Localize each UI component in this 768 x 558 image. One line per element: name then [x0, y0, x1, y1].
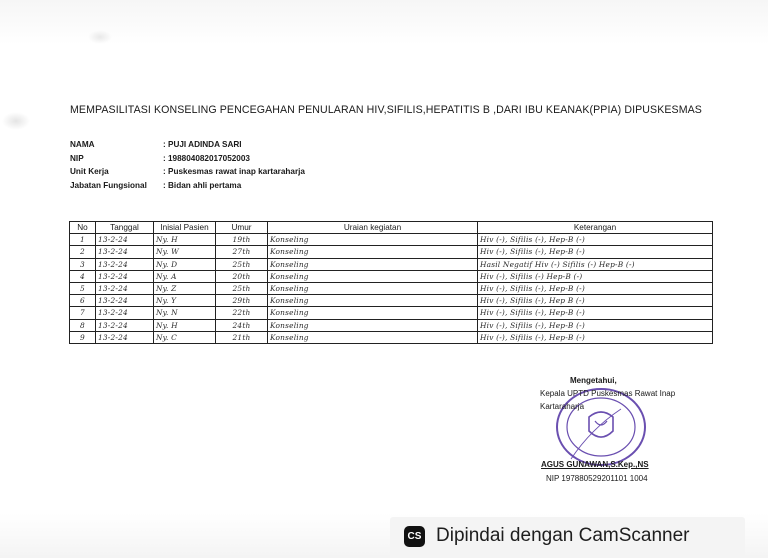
cell-notes: Hiv (-), Sifilis (-), Hep B (-) — [478, 295, 713, 307]
identity-label: NIP — [70, 153, 84, 163]
cell-no: 6 — [70, 295, 96, 307]
identity-value: : Puskesmas rawat inap kartaraharja — [163, 167, 305, 176]
cell-notes: Hiv (-), Sifilis (-), Hep-B (-) — [478, 234, 713, 246]
cell-age: 20th — [216, 270, 268, 282]
cell-age: 25th — [216, 282, 268, 294]
cell-date: 13-2-24 — [96, 331, 154, 343]
cell-patient: Ny. W — [154, 246, 216, 258]
cell-age: 24th — [216, 319, 268, 331]
cell-no: 3 — [70, 258, 96, 270]
scan-smudge — [2, 112, 30, 130]
cell-activity: Konseling — [268, 246, 478, 258]
camscanner-logo-icon: CS — [404, 526, 425, 547]
identity-label: Jabatan Fungsional — [70, 180, 147, 190]
approval-known: Mengetahui, — [570, 376, 617, 385]
cell-no: 4 — [70, 270, 96, 282]
cell-activity: Konseling — [268, 331, 478, 343]
cell-date: 13-2-24 — [96, 258, 154, 270]
table-row — [70, 246, 713, 258]
cell-no: 9 — [70, 331, 96, 343]
cell-no: 2 — [70, 246, 96, 258]
cell-notes: Hiv (-), Sifilis (-), Hep-B (-) — [478, 331, 713, 343]
identity-label: NAMA — [70, 140, 95, 149]
cell-no: 7 — [70, 307, 96, 319]
cell-patient: Ny. A — [154, 270, 216, 282]
col-header-patient: Inisial Pasien — [154, 222, 216, 234]
scan-smudge — [88, 30, 112, 44]
cell-activity: Konseling — [268, 295, 478, 307]
cell-notes: Hiv (-), Sifilis (-), Hep-B (-) — [478, 246, 713, 258]
identity-label: Unit Kerja — [70, 167, 109, 176]
cell-notes: Hiv (-), Sifilis (-), Hep-B (-) — [478, 307, 713, 319]
cell-date: 13-2-24 — [96, 319, 154, 331]
identity-value: : Bidan ahli pertama — [163, 180, 242, 190]
cell-no: 1 — [70, 234, 96, 246]
table-row — [70, 307, 713, 319]
table-header-row — [70, 222, 713, 234]
cell-age: 19th — [216, 234, 268, 246]
cell-age: 27th — [216, 246, 268, 258]
cell-date: 13-2-24 — [96, 270, 154, 282]
cell-no: 5 — [70, 282, 96, 294]
approver-name: AGUS GUNAWAN,S.Kep.,NS — [541, 460, 649, 469]
cell-notes: Hiv (-), Sifilis (-), Hep-B (-) — [478, 282, 713, 294]
table-row — [70, 319, 713, 331]
cell-activity: Konseling — [268, 234, 478, 246]
cell-patient: Ny. N — [154, 307, 216, 319]
col-header-age: Umur — [216, 222, 268, 234]
cell-age: 29th — [216, 295, 268, 307]
col-header-notes: Keterangan — [478, 222, 713, 234]
cell-age: 22th — [216, 307, 268, 319]
col-header-activity: Uraian kegiatan — [268, 222, 478, 234]
identity-value: : 198804082017052003 — [163, 153, 250, 163]
cell-notes: Hasil Negatif Hiv (-) Sifilis (-) Hep-B (-) — [478, 258, 713, 270]
cell-date: 13-2-24 — [96, 282, 154, 294]
cell-patient: Ny. H — [154, 234, 216, 246]
cell-notes: Hiv (-), Sifilis (-), Hep-B (-) — [478, 319, 713, 331]
col-header-date: Tanggal — [96, 222, 154, 234]
cell-date: 13-2-24 — [96, 234, 154, 246]
camscanner-text: Dipindai dengan CamScanner — [436, 525, 690, 546]
table-row — [70, 295, 713, 307]
cell-no: 8 — [70, 319, 96, 331]
cell-activity: Konseling — [268, 307, 478, 319]
cell-patient: Ny. Y — [154, 295, 216, 307]
approver-nip: NIP 197880529201101 1004 — [546, 474, 648, 483]
table-row — [70, 258, 713, 270]
cell-activity: Konseling — [268, 258, 478, 270]
camscanner-watermark — [390, 517, 745, 557]
cell-age: 25th — [216, 258, 268, 270]
table-row — [70, 270, 713, 282]
cell-activity: Konseling — [268, 282, 478, 294]
cell-patient: Ny. H — [154, 319, 216, 331]
table-row — [70, 234, 713, 246]
col-header-no: No — [70, 222, 96, 234]
table-row — [70, 331, 713, 343]
approval-location: Kartaraharja — [540, 402, 585, 411]
records-table — [69, 221, 713, 344]
cell-activity: Konseling — [268, 319, 478, 331]
identity-value: : PUJI ADINDA SARI — [163, 140, 242, 149]
document-title: MEMPASILITASI KONSELING PENCEGAHAN PENULARAN HIV,SIFILIS,HEPATITIS B ,DARI IBU KEANAK(PPIA) DIPUSKESMAS — [70, 104, 702, 116]
cell-activity: Konseling — [268, 270, 478, 282]
table-row — [70, 282, 713, 294]
cell-date: 13-2-24 — [96, 307, 154, 319]
cell-patient: Ny. Z — [154, 282, 216, 294]
cell-notes: Hiv (-), Sifilis (-) Hep-B (-) — [478, 270, 713, 282]
cell-patient: Ny. C — [154, 331, 216, 343]
approval-position: Kepala UPTD Puskesmas Rawat Inap — [540, 389, 676, 398]
cell-date: 13-2-24 — [96, 295, 154, 307]
cell-patient: Ny. D — [154, 258, 216, 270]
cell-date: 13-2-24 — [96, 246, 154, 258]
cell-age: 21th — [216, 331, 268, 343]
